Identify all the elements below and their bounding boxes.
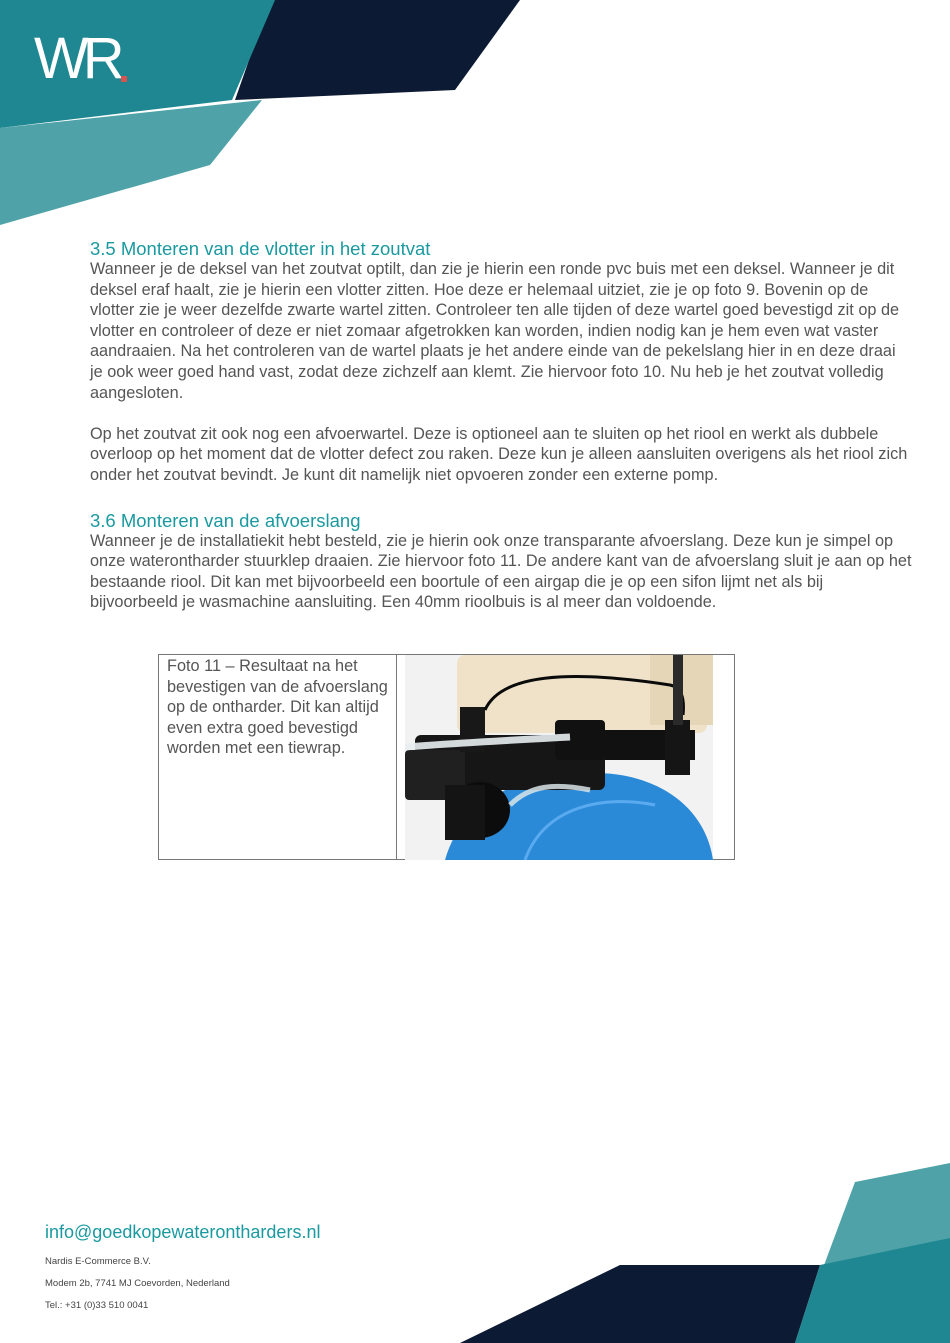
section-heading-3-5: 3.5 Monteren van de vlotter in het zoutvat [90,238,431,259]
section-spacer [90,486,912,510]
water-softener-valve-photo [405,655,713,860]
footer-phone: Tel.: +31 (0)33 510 0041 [45,1300,149,1311]
paragraph: Wanneer je de deksel van het zoutvat optilt, dan zie je hierin een ronde pvc buis met een deksel. Wanneer je dit deksel eraf haalt, zie je hierin een vlotter zitten. Hoe deze er helemaal uitziet, zie je op foto 9. Bovenin op de vlotter zie je weer dezelfde zwarte wartel zitten. Controleer ten alle tijden of deze wartel goed bevestigd zit op de vlotter en controleer of deze er niet zomaar afgetrokken kan worden, indien nodig kan je hem even wat vaster aandraaien. Na het controleren van de wartel plaats je het andere einde van de pekelslang hier in en deze draai je ook weer goed hand vast, zodat deze zichzelf aan klemt. Zie hiervoor foto 10. Nu heb je het zoutvat volledig aangesloten. [90,260,900,402]
paragraph: Wanneer je de installatiekit hebt besteld, zie je hierin ook onze transparante afvoerslang. Deze kun je simpel op onze waterontharder stuurklep draaien. Zie hiervoor foto 11. De andere kant van de afvoerslang sluit je aan op het bestaande riool. Dit kan met bijvoorbeeld een boortule of een airgap die je op een sifon lijmt net als bij bijvoorbeeld je wasmachine aansluiting. Een 40mm rioolbuis is al meer dan voldoende. [90,531,912,612]
footer-address: Modem 2b, 7741 MJ Coevorden, Nederland [45,1278,230,1289]
footer-email-link[interactable]: info@goedkopewaterontharders.nl [45,1222,321,1242]
photo-table [158,654,735,860]
photo-cell [397,655,734,859]
paragraph: Op het zoutvat zit ook nog een afvoerwartel. Deze is optioneel aan te sluiten op het riool en werkt als dubbele overloop op het moment dat de vlotter defect zou raken. Deze kun je alleen aansluiten overigens als het riool zich onder het zoutvat bevindt. Je kunt dit namelijk niet opvoeren zonder een externe pomp. [90,424,908,484]
section-heading-3-6: 3.6 Monteren van de afvoerslang [90,509,361,531]
logo-text: WR [34,26,119,91]
company-logo [34,26,119,91]
document-body [90,238,912,613]
footer-company: Nardis E-Commerce B.V. [45,1256,151,1267]
paragraph-spacer [90,403,912,424]
logo-dot [121,76,127,82]
photo-caption: Foto 11 – Resultaat na het bevestigen van de afvoerslang op de ontharder. Dit kan altijd even extra goed bevestigd worden met een tiewrap. [159,655,397,859]
